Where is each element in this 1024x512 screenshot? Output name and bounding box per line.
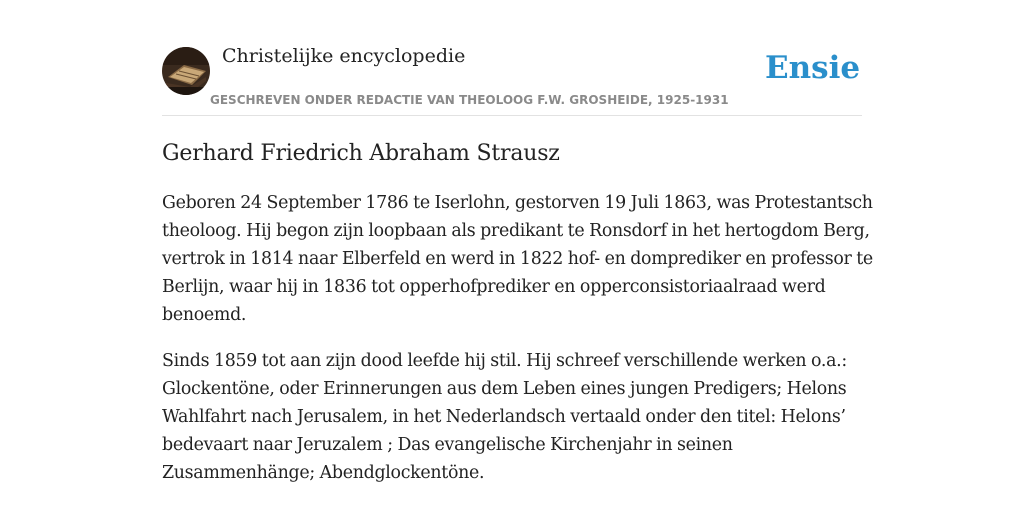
article-title: Gerhard Friedrich Abraham Strausz (162, 141, 560, 166)
book-icon (162, 47, 210, 95)
article (162, 138, 874, 505)
ensie-logo[interactable]: Ensie (765, 50, 861, 86)
article-paragraph-1: Geboren 24 September 1786 te Iserlohn, gestorven 19 Juli 1863, was Protestantsch theoloog. Hij begon zijn loopbaan als predikant te Ronsdorf in het hertogdom Berg, vertrok in 1814 naar Elberfeld en werd in 1822 hof- en domprediker en professor te Berlijn, waar hij in 1836 tot opperhofprediker en opperconsistoriaalraad werd benoemd. (162, 193, 873, 325)
site-title[interactable]: Christelijke encyclopedie (222, 45, 466, 67)
site-subtitle: GESCHREVEN ONDER REDACTIE VAN THEOLOOG F.W. GROSHEIDE, 1925-1931 (210, 93, 729, 107)
header-divider (162, 115, 862, 116)
article-paragraph-2: Sinds 1859 tot aan zijn dood leefde hij stil. Hij schreef verschillende werken o.a.: Glockentöne, oder Erinnerungen aus dem Leben eines jungen Predigers; Helons Wahlfahrt nach Jerusalem, in het Nederlandsch vertaald onder den titel: Helons’ bedevaart naar Jeruzalem ; Das evangelische Kirchenjahr in seinen Zusammenhänge; Abendglockentöne. (162, 351, 847, 483)
